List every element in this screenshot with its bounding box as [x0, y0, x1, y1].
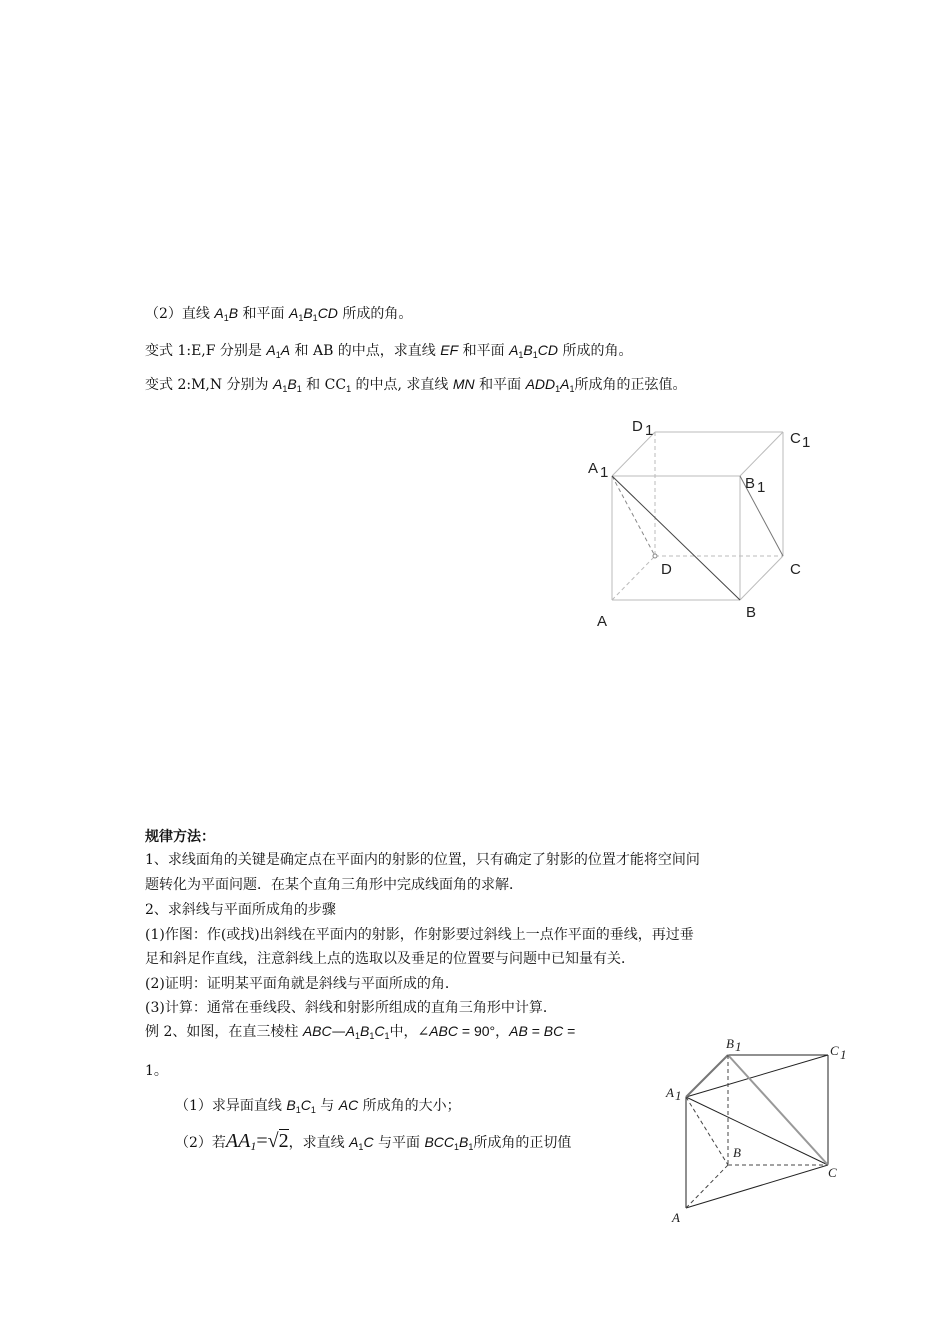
v2-sub: 1 [282, 384, 288, 394]
q2-a: A [214, 305, 224, 321]
cube-label-c1: C [790, 430, 801, 447]
v1-text3: 和平面 [458, 343, 510, 359]
ex2-q1-ac: AC [338, 1097, 359, 1113]
ex2-q2-c: C [363, 1134, 374, 1150]
q2-line [145, 303, 412, 323]
prism-label-a: A [672, 1210, 680, 1225]
q2-prefix: （2）直线 [145, 306, 215, 322]
cube-label-a1: A [588, 460, 599, 477]
v1-sub: 1 [275, 350, 281, 360]
v2-text5: 所成角的正弦值。 [574, 377, 687, 393]
cube-label-d1: D [632, 418, 643, 435]
method-line1: 1、求线面角的关键是确定点在平面内的射影的位置，只有确定了射影的位置才能将空间问 [145, 852, 700, 868]
prism-label-a1-sub: 1 [675, 1088, 682, 1103]
ex2-q1-c: C [300, 1097, 311, 1113]
cube-label-d: D [661, 561, 672, 578]
cube-hidden-ad [612, 556, 655, 600]
ex2-dash: — [331, 1024, 346, 1040]
ex2-b: B [359, 1023, 370, 1039]
ex2-q1-tail: 所成角的大小； [358, 1098, 461, 1114]
method-line4: (1)作图：作(或找)出斜线在平面内的射影，作射影要过斜线上一点作平面的垂线，再过垂 [145, 927, 694, 943]
ex2-q2-aa: AA [225, 1130, 251, 1152]
v2-text2: 和 CC [301, 377, 347, 393]
v2-ps2: 1 [569, 384, 575, 394]
q2-plane-sub2: 1 [312, 313, 318, 323]
cube-label-b1: B [745, 475, 756, 492]
cube-hidden-a1d [612, 476, 655, 556]
variant2-line [145, 374, 687, 394]
ex2-eq: = [527, 1023, 544, 1039]
ex2-intro: 例 2、如图，在直三棱柱 [145, 1024, 303, 1040]
ex2-angle: = 90°， [458, 1023, 510, 1039]
ex2-q2-b1: B [459, 1134, 469, 1150]
ex2-q2-a: A [349, 1134, 359, 1150]
method-line3: 2、求斜线与平面所成角的步骤 [145, 902, 336, 918]
ex2-q2-prefix: （2）若 [175, 1135, 226, 1151]
cube-label-a: A [597, 613, 608, 630]
ex2-q1-b: B [286, 1097, 296, 1113]
ex2-q2-mid: ，求直线 [288, 1135, 350, 1151]
ex2-abc: ABC [302, 1023, 332, 1039]
prism-line-b1c [728, 1055, 828, 1165]
v1-ps1: 1 [518, 350, 524, 360]
prism-label-c1-sub: 1 [840, 1047, 847, 1062]
ex2-line1 [145, 1021, 575, 1041]
variant1-line [145, 340, 632, 360]
ex2-q1-prefix: （1）求异面直线 [175, 1098, 287, 1114]
cube-figure [580, 410, 820, 635]
v1-a2: A [280, 342, 291, 358]
cube-label-c1-sub: 1 [802, 434, 811, 451]
q2-plane-a: A [288, 305, 299, 321]
v2-b: B [287, 376, 297, 392]
cube-point-d [653, 554, 657, 558]
cube-line-a1b [612, 476, 740, 600]
v1-a: A [266, 342, 276, 358]
ex2-q2-eq: = [256, 1130, 268, 1152]
prism-label-b1: B [726, 1036, 734, 1051]
v1-ps2: 1 [532, 350, 538, 360]
q2-plane-b: B [303, 305, 313, 321]
ex2-q1 [175, 1095, 461, 1115]
cube-edge-b1c1 [740, 432, 783, 476]
ex2-a: A [345, 1023, 355, 1039]
ex2-mid: 中，∠ [389, 1024, 430, 1040]
ex2-q2-plane: 与平面 [373, 1135, 425, 1151]
ex2-q2-bcc: BCC [424, 1134, 455, 1150]
ex2-q2-s2: 1 [454, 1142, 460, 1152]
ex2-s1: 1 [354, 1031, 360, 1041]
method-line5: 足和斜足作直线，注意斜线上点的选取以及垂足的位置要与问题中已知量有关． [145, 951, 635, 967]
prism-label-b: B [733, 1145, 741, 1160]
ex2-q2-two: 2 [278, 1130, 289, 1152]
q2-b: B [228, 305, 239, 321]
v1-ef: EF [440, 342, 459, 358]
ex2-q2 [175, 1130, 571, 1154]
ex2-q1-s2: 1 [310, 1105, 316, 1115]
v1-p2: B [523, 342, 533, 358]
v2-p2: A [560, 376, 570, 392]
v1-text1: 变式 1:E,F 分别是 [145, 343, 267, 359]
v1-text4: 所成的角。 [558, 343, 633, 359]
cube-label-b1-sub: 1 [757, 479, 766, 496]
v1-text2: 和 AB 的中点，求直线 [290, 343, 441, 359]
ex2-bc: BC [543, 1023, 564, 1039]
ex2-s3: 1 [384, 1031, 390, 1041]
v2-mn: MN [452, 376, 475, 392]
prism-line-a1c [686, 1097, 828, 1165]
ex2-q1-s: 1 [295, 1105, 301, 1115]
v2-text1: 变式 2:M,N 分别为 [145, 377, 274, 393]
cube-label-c: C [790, 561, 801, 578]
v2-p: ADD [525, 376, 556, 392]
prism-figure [660, 1030, 860, 1230]
ex2-ab: AB [509, 1023, 528, 1039]
v2-text3: 的中点, 求直线 [351, 377, 453, 393]
ex2-q2-sqrt: √ [267, 1130, 279, 1152]
method-line7: (3)计算：通常在垂线段、斜线和射影所组成的直角三角形中计算． [145, 1000, 557, 1016]
ex2-q2-aa-sub: 1 [250, 1139, 257, 1153]
cube-label-d1-sub: 1 [645, 422, 654, 439]
method-line6: (2)证明：证明某平面角就是斜线与平面所成的角． [145, 976, 459, 992]
v2-sub2: 1 [296, 384, 302, 394]
v2-ps: 1 [555, 384, 561, 394]
ex2-c: C [374, 1023, 385, 1039]
v1-p3: CD [537, 342, 559, 358]
q2-mid: 和平面 [238, 306, 289, 322]
q2-plane-sub1: 1 [298, 313, 304, 323]
q2-plane-cd: CD [317, 305, 338, 321]
prism-label-c1: C [830, 1043, 839, 1058]
v2-a: A [273, 376, 283, 392]
ex2-q1-with: 与 [315, 1098, 339, 1114]
method-title: 规律方法： [145, 829, 215, 845]
ex2-s2: 1 [369, 1031, 375, 1041]
v2-text4: 和平面 [474, 377, 526, 393]
v2-sub3: 1 [346, 384, 352, 394]
ex2-abc2: ABC [429, 1023, 458, 1039]
q2-sub: 1 [223, 313, 229, 323]
q2-tail: 所成的角。 [337, 306, 413, 322]
cube-label-a1-sub: 1 [600, 464, 609, 481]
ex2-q2-tail: 所成角的正切值 [473, 1135, 572, 1151]
ex2-q2-s3: 1 [468, 1142, 474, 1152]
method-line2: 题转化为平面问题．在某个直角三角形中完成线面角的求解． [145, 877, 523, 893]
cube-edge-bc [740, 556, 783, 600]
ex2-eq2: = [563, 1023, 576, 1039]
ex2-line2: 1。 [145, 1063, 168, 1079]
ex2-q2-s: 1 [358, 1142, 364, 1152]
v1-p1: A [509, 342, 519, 358]
prism-label-c: C [828, 1165, 837, 1180]
prism-label-a1: A [666, 1085, 674, 1100]
prism-label-b1-sub: 1 [735, 1039, 742, 1054]
cube-label-b: B [746, 604, 757, 621]
